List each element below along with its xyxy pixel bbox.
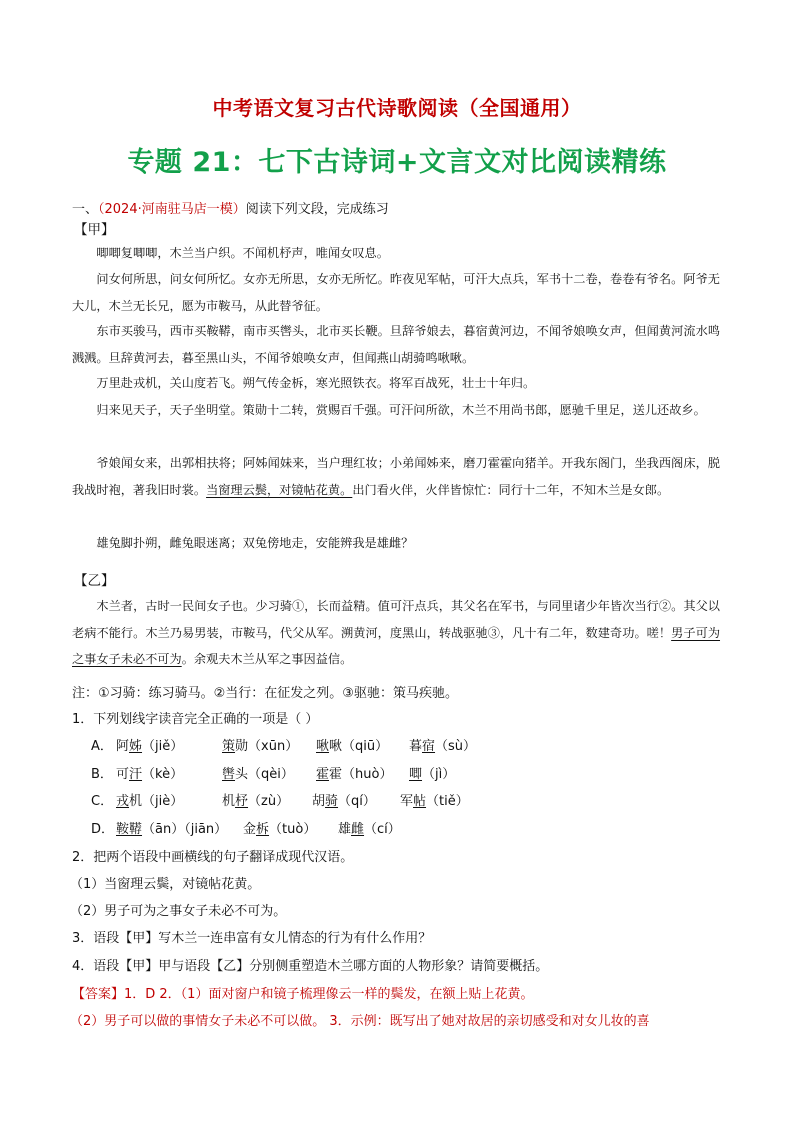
jia-p6-text: 爷娘闻女来，出郭相扶将；阿姊闻妹来，当户理红妆；小弟闻姊来，磨刀霍霍向猪羊。开我东阁门，坐我西阁床，脱我战时袍，著我旧时裳。 [72,456,720,497]
question-3-stem: 3．语段【甲】写木兰一连串富有女儿情态的行为有什么作用？ [72,931,432,946]
section-jia-label: 【甲】 [74,222,115,238]
question-4-stem: 4．语段【甲】甲与语段【乙】分别侧重塑造木兰哪方面的人物形象？请简要概括。 [72,959,549,974]
question-intro [72,198,389,217]
option-a-item-4: 暮宿（sù） [409,739,477,754]
question-2-sentence-2: （2）男子可为之事女子未必不可为。 [70,904,287,919]
option-b-item-1: 可汗（kè） [116,767,184,782]
option-letter: C． [91,794,114,809]
yi-text-end: 。余观夫木兰从军之事因益信。 [181,652,353,666]
section-yi-label: 【乙】 [74,573,115,589]
option-a[interactable] [91,735,113,754]
option-d-item-1: 鞍鞯（ān）（jiān） [116,822,228,837]
option-c-item-3: 胡骑（qí） [312,794,376,809]
jia-paragraph-2: 问女何所思，问女何所忆。女亦无所思，女亦无所忆。昨夜见军帖，可汗大点兵，军书十二卷，卷卷有爷名。阿爷无大儿，木兰无长兄，愿为市鞍马，从此替爷征。 [72,272,720,313]
yi-underlined-sentence: 男子可为之事女子未必不可为 [72,625,721,666]
option-a-item-2: 策勋（xūn） [222,739,299,754]
yi-paragraph [72,593,720,673]
option-b-item-4: 唧（jì） [409,767,456,782]
jia-paragraph-6 [72,450,720,503]
question-2-sentence-1: （1）当窗理云鬓，对镜帖花黄。 [70,877,261,892]
option-letter: A． [91,739,113,754]
option-c-item-4: 军帖（tiě） [400,794,469,809]
yi-text: 木兰者，古时一民间女子也。少习骑①，长而益精。值可汗点兵，其父名在军书，与同里诸少年皆次当行②。其父以老病不能行。木兰乃易男装，市鞍马，代父从军。溯黄河，度黑山，转战驱驰③，凡十有二年，数建奇功。嗟！ [72,599,720,640]
jia-paragraph-1: 唧唧复唧唧，木兰当户织。不闻机杼声，唯闻女叹息。 [96,246,389,260]
option-a-item-3: 啾啾（qiū） [316,739,389,754]
option-d-item-2: 金柝（tuò） [243,822,317,837]
question-instruction: 阅读下列文段，完成练习 [245,202,389,217]
question-number: 一、 [72,202,99,217]
document-title: 中考语文复习古代诗歌阅读（全国通用） [212,96,582,120]
jia-paragraph-3: 东市买骏马，西市买鞍鞯，南市买辔头，北市买长鞭。旦辞爷娘去，暮宿黄河边，不闻爷娘唤女声，但闻黄河流水鸣溅溅。旦辞黄河去，暮至黑山头，不闻爷娘唤女声，但闻燕山胡骑鸣啾啾。 [72,324,720,365]
option-c[interactable] [91,790,113,809]
option-b-item-3: 霍霍（huò） [316,767,393,782]
question-source: （2024·河南驻马店一模） [98,202,246,217]
option-c-item-1: 戎机（jiè） [116,794,184,809]
jia-paragraph-7: 雄兔脚扑朔，雌兔眼迷离；双兔傍地走，安能辨我是雄雌？ [96,536,414,550]
answer-line-1: 【答案】1．D 2．（1）面对窗户和镜子梳理像云一样的鬓发，在额上贴上花黄。 [72,987,534,1002]
question-1-stem: 1．下列划线字读音完全正确的一项是（ ） [72,712,319,727]
option-letter: D． [91,822,115,837]
jia-underlined-sentence: 当窗理云鬓，对镜帖花黄。 [206,482,353,497]
question-2-stem: 2．把两个语段中画横线的句子翻译成现代汉语。 [72,850,354,865]
option-c-item-2: 机杼（zù） [222,794,290,809]
jia-paragraph-5: 归来见天子，天子坐明堂。策勋十二转，赏赐百千强。可汗问所欲，木兰不用尚书郎，愿驰千里足，送儿还故乡。 [96,403,706,417]
answer-line-2: （2）男子可以做的事情女子未必不可以做。 3．示例：既写出了她对故居的亲切感受和对女儿妆的喜 [70,1014,650,1029]
option-d-item-3: 雄雌（cí） [338,822,401,837]
jia-p6-text-end: 出门看火伴，火伴皆惊忙：同行十二年，不知木兰是女郎。 [352,482,670,497]
option-b-item-2: 辔头（qèi） [222,767,294,782]
jia-paragraph-4: 万里赴戎机，关山度若飞。朔气传金柝，寒光照铁衣。将军百战死，壮士十年归。 [96,376,536,390]
annotation-note: 注：①习骑：练习骑马。②当行：在征发之列。③驱驰：策马疾驰。 [72,686,458,701]
document-subtitle: 专题 21：七下古诗词+文言文对比阅读精练 [127,147,667,178]
option-b[interactable] [91,763,113,782]
option-a-item-1: 阿姊（jiě） [116,739,184,754]
option-d[interactable] [91,818,114,837]
option-letter: B． [91,767,113,782]
